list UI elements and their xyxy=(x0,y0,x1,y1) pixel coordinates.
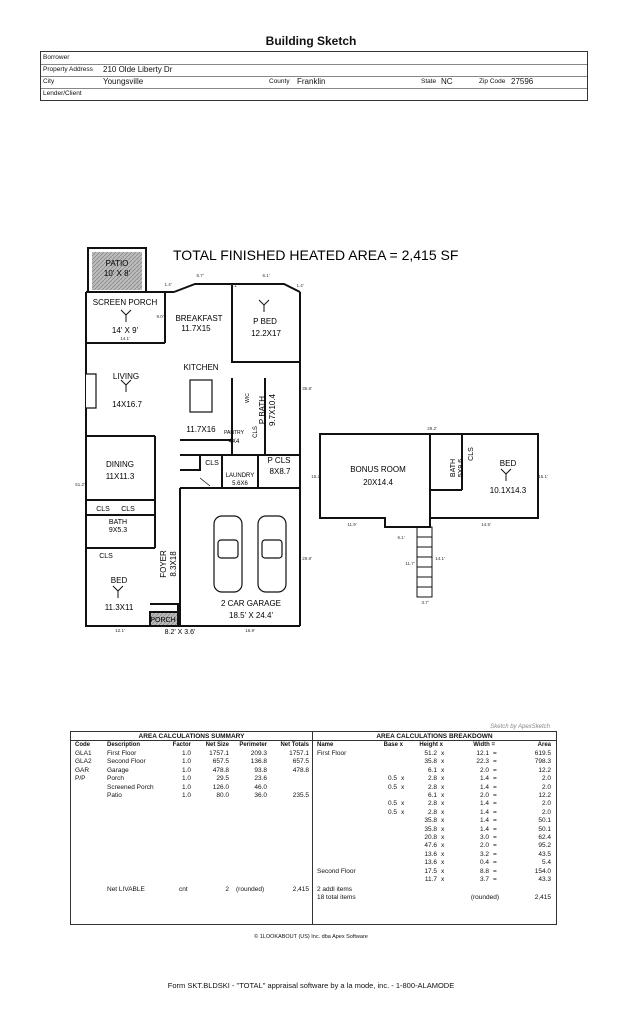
dim-d7: 14.1' xyxy=(120,336,130,341)
dim-b3: 15.1' xyxy=(538,474,548,479)
summary-net-cnt: cnt xyxy=(179,886,188,893)
summary-cell: 235.5 xyxy=(292,792,309,799)
breakdown-cell: 1.4 xyxy=(479,817,489,825)
breakdown-cell: 50.1 xyxy=(538,817,551,825)
living-label: LIVING xyxy=(112,372,140,381)
property-header xyxy=(40,51,588,101)
breakdown-cell: 1.4 xyxy=(479,783,489,791)
kitchen-island xyxy=(190,380,212,412)
breakdown-cell: 51.2 xyxy=(424,750,437,757)
summary-col-header: Description xyxy=(107,742,141,748)
laundry-dim: 5.6X6 xyxy=(232,481,248,487)
pcls-label: P CLS xyxy=(267,456,291,465)
breakdown-operator: x xyxy=(401,775,405,783)
bath-dim: 9X5.3 xyxy=(108,527,128,534)
breakdown-total-items: 18 total items xyxy=(317,894,356,901)
breakdown-cell: 2.0 xyxy=(479,766,489,774)
summary-cell: 1.0 xyxy=(181,792,191,799)
summary-cell: Screened Porch xyxy=(107,783,154,791)
foyer-dim: 8.3X18 xyxy=(169,551,178,577)
breakdown-rounded: (rounded) xyxy=(470,894,499,901)
dim-b6: 6.1' xyxy=(397,535,405,540)
summary-cell: First Floor xyxy=(107,750,137,757)
cls-label-2: CLS xyxy=(121,506,135,513)
dining-label: DINING xyxy=(106,460,134,469)
breakdown-operator: x xyxy=(441,792,445,799)
city-value: Youngsville xyxy=(103,77,144,86)
bed-label: BED xyxy=(110,576,128,585)
bonus-stairs xyxy=(417,527,432,597)
summary-cell: 1.0 xyxy=(181,775,191,783)
bed-dim: 11.3X11 xyxy=(104,603,134,612)
dim-d10: 29.8' xyxy=(302,556,312,561)
breakfast-dim: 11.7X15 xyxy=(181,324,211,333)
breakdown-cell: 22.3 xyxy=(476,758,489,766)
breakdown-operator: = xyxy=(493,825,497,833)
dim-b5: 14.5' xyxy=(481,522,491,527)
breakdown-operator: = xyxy=(493,850,497,858)
patio-dim: 10' X 8' xyxy=(103,269,131,278)
breakdown-operator: x xyxy=(441,842,445,850)
lender-label: Lender/Client xyxy=(43,90,82,97)
breakdown-cell: 35.8 xyxy=(424,758,437,766)
screen-porch-label: SCREEN PORCH xyxy=(92,298,158,307)
county-label: County xyxy=(269,78,290,85)
bonus-wing-walls xyxy=(320,434,538,527)
breakdown-operator: = xyxy=(493,800,497,808)
foyer-label: FOYER xyxy=(159,550,168,578)
breakdown-operator: x xyxy=(401,800,405,808)
breakdown-cell: 154.0 xyxy=(534,867,551,875)
cls2-label: CLS xyxy=(468,447,475,461)
dim-d5: 1.4' xyxy=(296,283,304,288)
breakdown-cell: 1.4 xyxy=(479,825,489,833)
summary-cell: GLA1 xyxy=(75,750,92,757)
garage-dim: 18.5' X 24.4' xyxy=(229,611,273,620)
breakdown-cell: 12.2 xyxy=(538,792,551,799)
breakdown-cell: 1.4 xyxy=(479,800,489,808)
breakdown-cell: 43.5 xyxy=(538,850,551,858)
kitchen-label: KITCHEN xyxy=(183,363,219,372)
breakdown-cell: 13.6 xyxy=(424,850,437,858)
summary-cell: 478.8 xyxy=(212,766,229,774)
address-label: Property Address xyxy=(43,66,93,73)
breakdown-cell: 0.5 xyxy=(387,808,397,816)
breakdown-col-header: Area xyxy=(537,742,551,748)
dim-b7: 14.1' xyxy=(435,556,445,561)
area-calculations-table xyxy=(70,731,557,925)
pbed-dim: 12.2X17 xyxy=(251,329,281,338)
living-dim: 14X16.7 xyxy=(112,400,142,409)
breakdown-title: AREA CALCULATIONS BREAKDOWN xyxy=(376,733,493,740)
summary-col-header: Net Totals xyxy=(280,742,309,748)
breakdown-cell: 20.8 xyxy=(424,834,437,841)
breakdown-cell: 3.2 xyxy=(479,850,489,858)
lender-row xyxy=(41,88,587,100)
summary-cell: 46.0 xyxy=(254,783,267,791)
breakdown-operator: x xyxy=(441,766,445,774)
summary-cell: 1.0 xyxy=(181,766,191,774)
summary-title: AREA CALCULATIONS SUMMARY xyxy=(138,733,245,740)
breakdown-cell: 62.4 xyxy=(538,834,551,841)
breakdown-cell: 3.0 xyxy=(479,834,489,841)
breakdown-cell: 12.1 xyxy=(476,750,489,757)
breakdown-cell: 0.5 xyxy=(387,800,397,808)
breakdown-cell: 2.0 xyxy=(541,775,551,783)
dim-b4: 11.9' xyxy=(347,522,357,527)
floor-plan-sketch xyxy=(0,230,622,650)
summary-cell: 23.6 xyxy=(254,775,267,783)
breakdown-cell: 0.5 xyxy=(387,775,397,783)
summary-net-total: 2,415 xyxy=(292,886,309,893)
breakdown-cell: 35.8 xyxy=(424,817,437,825)
breakdown-operator: = xyxy=(493,783,497,791)
cls-label-1: CLS xyxy=(96,506,110,513)
screen-porch-dim: 14' X 9' xyxy=(111,326,139,335)
breakdown-cell: 13.6 xyxy=(424,859,437,867)
breakdown-col-header: Name xyxy=(317,742,334,748)
breakdown-cell: 2.8 xyxy=(427,800,437,808)
garage-label: 2 CAR GARAGE xyxy=(220,599,282,608)
breakdown-operator: = xyxy=(493,808,497,816)
breakdown-section xyxy=(313,732,556,924)
breakdown-cell: 2.0 xyxy=(479,842,489,850)
summary-net-label: Net LIVABLE xyxy=(107,886,145,893)
dining-dim: 11X11.3 xyxy=(105,472,135,481)
breakdown-cell: 1.4 xyxy=(479,808,489,816)
breakdown-operator: x xyxy=(401,783,405,791)
dim-d11: 12.1' xyxy=(115,628,125,633)
breakdown-operator: x xyxy=(441,808,445,816)
breakdown-cell: 6.1 xyxy=(427,766,437,774)
breakdown-cell: 3.7 xyxy=(479,876,489,883)
breakdown-cell: 17.5 xyxy=(424,867,437,875)
form-footer: Form SKT.BLDSKI - "TOTAL" appraisal software by a la mode, inc. - 1-800-ALAMODE xyxy=(167,981,455,990)
breakdown-cell: 50.1 xyxy=(538,825,551,833)
address-value: 210 Olde Liberty Dr xyxy=(103,65,173,74)
summary-cell: GAR xyxy=(75,766,90,774)
summary-col-header: Factor xyxy=(172,742,191,748)
breakdown-cell: 2.0 xyxy=(479,792,489,799)
dim-b2: 15.2' xyxy=(311,474,321,479)
breakdown-cell: 2.8 xyxy=(427,775,437,783)
summary-cell: 36.0 xyxy=(254,792,267,799)
summary-cell: GLA2 xyxy=(75,758,92,766)
copyright-text: © 1LOOKABOUT (US) Inc. dba Apex Software xyxy=(254,934,368,940)
pantry-dim: 4X4 xyxy=(228,439,240,445)
summary-net-rounded: (rounded) xyxy=(236,886,265,893)
bonus-label: BONUS ROOM xyxy=(350,465,406,474)
cls-label-kitchen: CLS xyxy=(205,460,219,467)
bed2-dim: 10.1X14.3 xyxy=(489,486,527,495)
breakdown-cell: 798.3 xyxy=(534,758,551,766)
summary-cell: Garage xyxy=(107,766,129,774)
summary-cell: 126.0 xyxy=(212,783,229,791)
summary-cell: 1757.1 xyxy=(209,750,229,757)
summary-cell: Second Floor xyxy=(107,758,146,766)
breakdown-cell: 6.1 xyxy=(427,792,437,799)
zip-label: Zip Code xyxy=(479,78,506,85)
dim-b8: 11.7' xyxy=(405,561,415,566)
breakdown-cell: 2.0 xyxy=(541,808,551,816)
fireplace xyxy=(86,374,96,408)
county-value: Franklin xyxy=(297,77,326,86)
page-title: Building Sketch xyxy=(265,34,357,48)
summary-cell: 1.0 xyxy=(181,783,191,791)
breakdown-operator: = xyxy=(493,817,497,825)
summary-cell: 29.5 xyxy=(216,775,229,783)
dim-b9: 3.7' xyxy=(421,600,429,605)
state-value: NC xyxy=(441,77,453,86)
bath2-dim: 5X9.6 xyxy=(458,458,465,478)
breakdown-operator: x xyxy=(441,867,445,875)
breakdown-cell: 2.8 xyxy=(427,783,437,791)
pbed-label: P BED xyxy=(253,317,277,326)
breakdown-operator: x xyxy=(441,775,445,783)
dim-b1: 29.2' xyxy=(427,426,437,431)
wic-label: WIC xyxy=(245,393,251,403)
porch-dim: 8.2' X 3.6' xyxy=(164,629,196,636)
breakdown-operator: = xyxy=(493,758,497,766)
breakdown-cell: 2.0 xyxy=(541,783,551,791)
dim-d9: 51.2' xyxy=(75,482,85,487)
breakdown-addl: 2 addl items xyxy=(317,886,353,893)
laundry-label: LAUNDRY xyxy=(225,473,255,479)
summary-cell: 93.8 xyxy=(254,766,267,774)
summary-section xyxy=(71,732,312,924)
breakdown-operator: = xyxy=(493,867,497,875)
breakdown-cell: 1.4 xyxy=(479,775,489,783)
summary-cell: 80.0 xyxy=(216,792,229,799)
borrower-label: Borrower xyxy=(43,54,70,61)
breakdown-total: 2,415 xyxy=(534,894,551,901)
breakdown-col-header: Height x xyxy=(419,742,443,748)
dim-d1: 1.4' xyxy=(164,282,172,287)
dim-d12: 16.9' xyxy=(245,628,255,633)
summary-cell: 478.8 xyxy=(292,766,309,774)
summary-cell: 209.3 xyxy=(250,750,267,757)
summary-net-count: 2 xyxy=(225,886,229,893)
breakdown-cell: 95.2 xyxy=(538,842,551,850)
breakdown-operator: x xyxy=(441,859,445,867)
main-stairs xyxy=(200,478,210,486)
breakdown-operator: = xyxy=(493,750,497,757)
zip-value: 27596 xyxy=(511,77,534,86)
summary-cell: 657.5 xyxy=(292,758,309,766)
summary-cell: P/P xyxy=(75,775,86,783)
breakdown-cell: 619.5 xyxy=(534,750,551,757)
breakdown-cell: First Floor xyxy=(317,750,347,757)
breakdown-operator: = xyxy=(493,842,497,850)
breakdown-operator: x xyxy=(441,750,445,757)
sketch-watermark: Sketch by ApexSketch xyxy=(490,724,550,730)
bath2-label: BATH xyxy=(450,458,457,478)
pcls-dim: 8X8.7 xyxy=(269,467,291,476)
breakdown-cell: 5.4 xyxy=(541,859,551,867)
breakdown-operator: = xyxy=(493,859,497,867)
summary-col-header: Perimeter xyxy=(239,742,267,748)
city-label: City xyxy=(43,78,55,85)
sketch-headline: TOTAL FINISHED HEATED AREA = 2,415 SF xyxy=(173,247,459,263)
dim-d8: 35.8' xyxy=(302,386,312,391)
breakfast-label: BREAKFAST xyxy=(175,314,223,323)
summary-col-header: Net Size xyxy=(205,742,229,748)
patio-label: PATIO xyxy=(105,259,129,268)
breakdown-operator: = xyxy=(493,792,497,799)
breakdown-operator: x xyxy=(441,876,445,883)
breakdown-operator: = xyxy=(493,766,497,774)
bonus-dim: 20X14.4 xyxy=(363,478,393,487)
bed2-label: BED xyxy=(499,459,517,468)
summary-cell: 657.5 xyxy=(212,758,229,766)
dim-d3: 2.1' xyxy=(230,283,238,288)
summary-cell: Patio xyxy=(107,792,122,799)
breakdown-cell: 11.7 xyxy=(424,876,437,883)
breakdown-col-header: Base x xyxy=(383,742,403,748)
breakdown-operator: = xyxy=(493,876,497,883)
summary-col-header: Code xyxy=(75,742,90,748)
kitchen-dim: 11.7X16 xyxy=(186,425,216,434)
breakdown-operator: = xyxy=(493,775,497,783)
breakdown-operator: x xyxy=(441,834,445,841)
dim-d4: 6.1' xyxy=(262,273,270,278)
breakdown-cell: 2.0 xyxy=(541,800,551,808)
breakdown-col-header: Width = xyxy=(473,742,495,748)
summary-cell: 1757.1 xyxy=(289,750,309,757)
breakdown-operator: x xyxy=(401,808,405,816)
breakdown-cell: 43.3 xyxy=(538,876,551,883)
cls-label-3: CLS xyxy=(99,553,113,560)
breakdown-cell: 47.6 xyxy=(424,842,437,850)
pbath-dim: 9.7X10.4 xyxy=(268,393,277,427)
breakdown-cell: 2.8 xyxy=(427,808,437,816)
breakdown-cell: 35.8 xyxy=(424,825,437,833)
breakdown-operator: x xyxy=(441,825,445,833)
bath-label: BATH xyxy=(108,519,128,526)
breakdown-operator: x xyxy=(441,817,445,825)
breakdown-operator: x xyxy=(441,800,445,808)
summary-cell: Porch xyxy=(107,775,124,783)
state-label: State xyxy=(421,78,437,85)
pbath-label: P BATH xyxy=(258,395,267,425)
breakdown-cell: 12.2 xyxy=(538,766,551,774)
breakdown-operator: x xyxy=(441,850,445,858)
breakdown-operator: = xyxy=(493,834,497,841)
pantry-label: PANTRY xyxy=(224,430,244,436)
breakdown-cell: Second Floor xyxy=(317,867,356,875)
summary-cell: 1.0 xyxy=(181,750,191,757)
porch-label: PORCH xyxy=(150,617,176,624)
breakdown-cell: 8.8 xyxy=(479,867,489,875)
breakdown-cell: 0.4 xyxy=(479,859,489,867)
cls-label-pbath: CLS xyxy=(253,426,259,438)
breakdown-cell: 0.5 xyxy=(387,783,397,791)
garage-cars xyxy=(214,516,286,592)
summary-cell: 136.8 xyxy=(250,758,267,766)
dim-d6: 9.0' xyxy=(156,314,164,319)
dim-d2: 5.7' xyxy=(196,273,204,278)
summary-cell: 1.0 xyxy=(181,758,191,766)
breakdown-operator: x xyxy=(441,758,445,766)
breakdown-operator: x xyxy=(441,783,445,791)
